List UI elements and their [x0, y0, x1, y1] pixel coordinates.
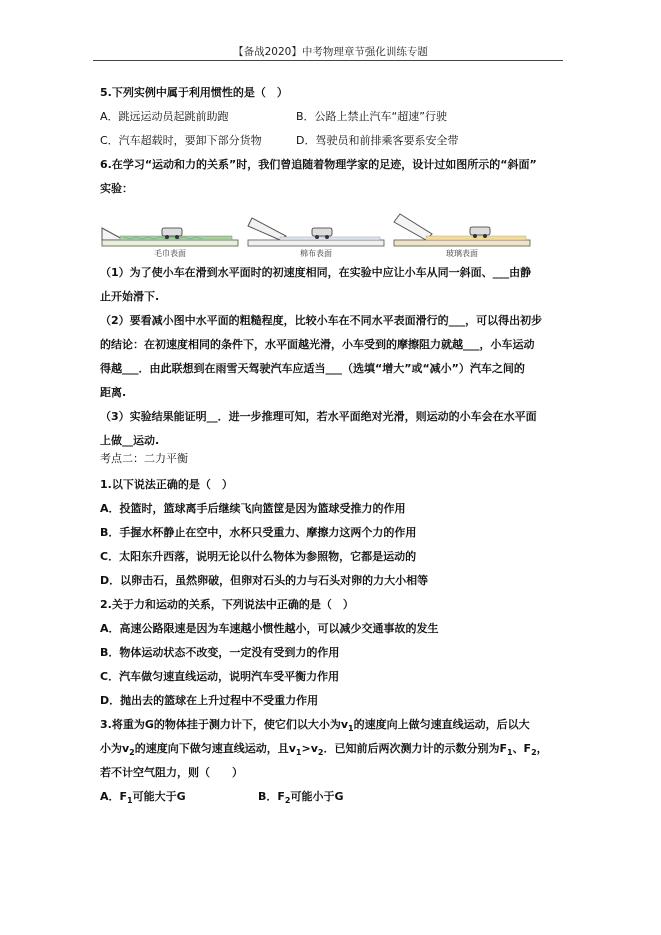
s3-sub: 1: [506, 748, 513, 758]
q5-option-d: D．驾驶员和前排乘客要系安全带: [296, 134, 459, 147]
section-heading-two-force-balance: 考点二：二力平衡: [100, 452, 188, 465]
s3-text: ．已知前后两次测力计的示数分别为F: [323, 742, 507, 755]
caption-glass: 玻璃表面: [446, 249, 478, 258]
q5-stem: 5.下列实例中属于利用惯性的是（ ）: [100, 86, 288, 99]
q6-part1-line1: （1）为了使小车在滑到水平面时的初速度相同，在实验中应让小车从同一斜面、___由静: [100, 266, 532, 279]
s3-text: 的速度向下做匀速直线运动，且v: [134, 742, 296, 755]
q5-option-b: B．公路上禁止汽车“超速”行驶: [296, 110, 447, 123]
q5-options-row1: [100, 110, 570, 134]
s3-sub: 1: [127, 796, 133, 806]
header-divider: [93, 60, 563, 61]
s3-text: >v: [301, 742, 318, 755]
s3-text: 3.将重为G的物体挂于测力计下，使它们以大小为v: [100, 718, 349, 731]
q5-options-row2: [100, 134, 570, 158]
q6-part2-line1: （2）要看减小图中水平面的粗糙程度，比较小车在不同水平表面滑行的___，可以得出初步: [100, 314, 543, 327]
s2-option-d: D．抛出去的篮球在上升过程中不受重力作用: [100, 694, 319, 707]
s3-sub: 2: [129, 748, 135, 758]
s2-option-b: B．物体运动状态不改变，一定没有受到力的作用: [100, 646, 340, 659]
s3-stem-line3: 若不计空气阻力，则（ ）: [100, 766, 243, 779]
incline-glass-icon: [392, 210, 532, 248]
s3-text: 可能小于G: [290, 790, 344, 803]
s3-sub: 1: [348, 724, 354, 734]
caption-towel: 毛巾表面: [154, 249, 186, 258]
s1-option-a: A．投篮时，篮球离手后继续飞向篮筐是因为篮球受推力的作用: [100, 502, 406, 515]
s3-sub: 2: [284, 796, 291, 806]
s3-text: 、F: [512, 742, 532, 755]
s3-option-b: [258, 790, 344, 808]
caption-cotton: 棉布表面: [300, 249, 332, 258]
q5-option-a: A．跳远运动员起跳前助跑: [100, 110, 229, 123]
s3-sub: 1: [295, 748, 302, 758]
s2-stem: 2.关于力和运动的关系，下列说法中正确的是（ ）: [100, 598, 354, 611]
page-header: 【备战2020】中考物理章节强化训练专题: [233, 46, 428, 58]
incline-cotton-icon: [246, 210, 386, 248]
s3-text: B．F: [258, 790, 285, 803]
s1-option-b: B．手握水杯静止在空中，水杯只受重力、摩擦力这两个力的作用: [100, 526, 417, 539]
q6-stem-line2: 实验：: [100, 182, 133, 195]
figure-glass-surface: [392, 210, 532, 258]
q6-part3-line1: （3）实验结果能证明__．进一步推理可知，若水平面绝对光滑，则运动的小车会在水平面: [100, 410, 537, 423]
s1-stem: 1.以下说法正确的是（ ）: [100, 478, 233, 491]
s3-sub: 2: [531, 748, 537, 758]
document-body: [100, 86, 570, 814]
s2-option-a: A．高速公路限速是因为车速越小惯性越小，可以减少交通事故的发生: [100, 622, 439, 635]
figure-cotton-surface: [246, 210, 386, 258]
s1-option-d: D．以卵击石，虽然卵破，但卵对石头的力与石头对卵的力大小相等: [100, 574, 429, 587]
s3-text: 可能大于G: [132, 790, 186, 803]
s3-stem-line1: [100, 718, 570, 742]
s3-text: 小为v: [100, 742, 130, 755]
q6-part3-line2: 上做__运动.: [100, 434, 160, 447]
s2-option-c: C．汽车做匀速直线运动，说明汽车受平衡力作用: [100, 670, 340, 683]
q6-part2-line3: 得越___．由此联想到在雨雪天驾驶汽车应适当___（选填“增大”或“减小”）汽车之间的: [100, 362, 525, 375]
s1-option-c: C．太阳东升西落，说明无论以什么物体为参照物，它都是运动的: [100, 550, 417, 563]
q6-part2-line2: 的结论：在初速度相同的条件下，水平面越光滑，小车受到的摩擦阻力就越___，小车运动: [100, 338, 535, 351]
s3-text: A．F: [100, 790, 128, 803]
q6-stem-line1: 6.在学习“运动和力的关系”时，我们曾追随着物理学家的足迹，设计过如图所示的“斜面”: [100, 158, 537, 171]
figure-towel-surface: [100, 210, 240, 258]
s3-sub: 2: [317, 748, 324, 758]
s3-options-row: [100, 790, 570, 814]
incline-experiment-figures: [100, 210, 570, 260]
incline-towel-icon: [100, 210, 240, 248]
s3-text: 的速度向上做匀速直线运动，后以大: [353, 718, 530, 731]
s3-text: ，: [536, 742, 548, 755]
q6-part2-line4: 距离.: [100, 386, 127, 399]
s3-option-a: [100, 790, 186, 806]
q5-option-c: C．汽车超载时，要卸下部分货物: [100, 134, 262, 147]
q6-part1-line2: 止开始滑下.: [100, 290, 160, 303]
s3-stem-line2: [100, 742, 570, 766]
